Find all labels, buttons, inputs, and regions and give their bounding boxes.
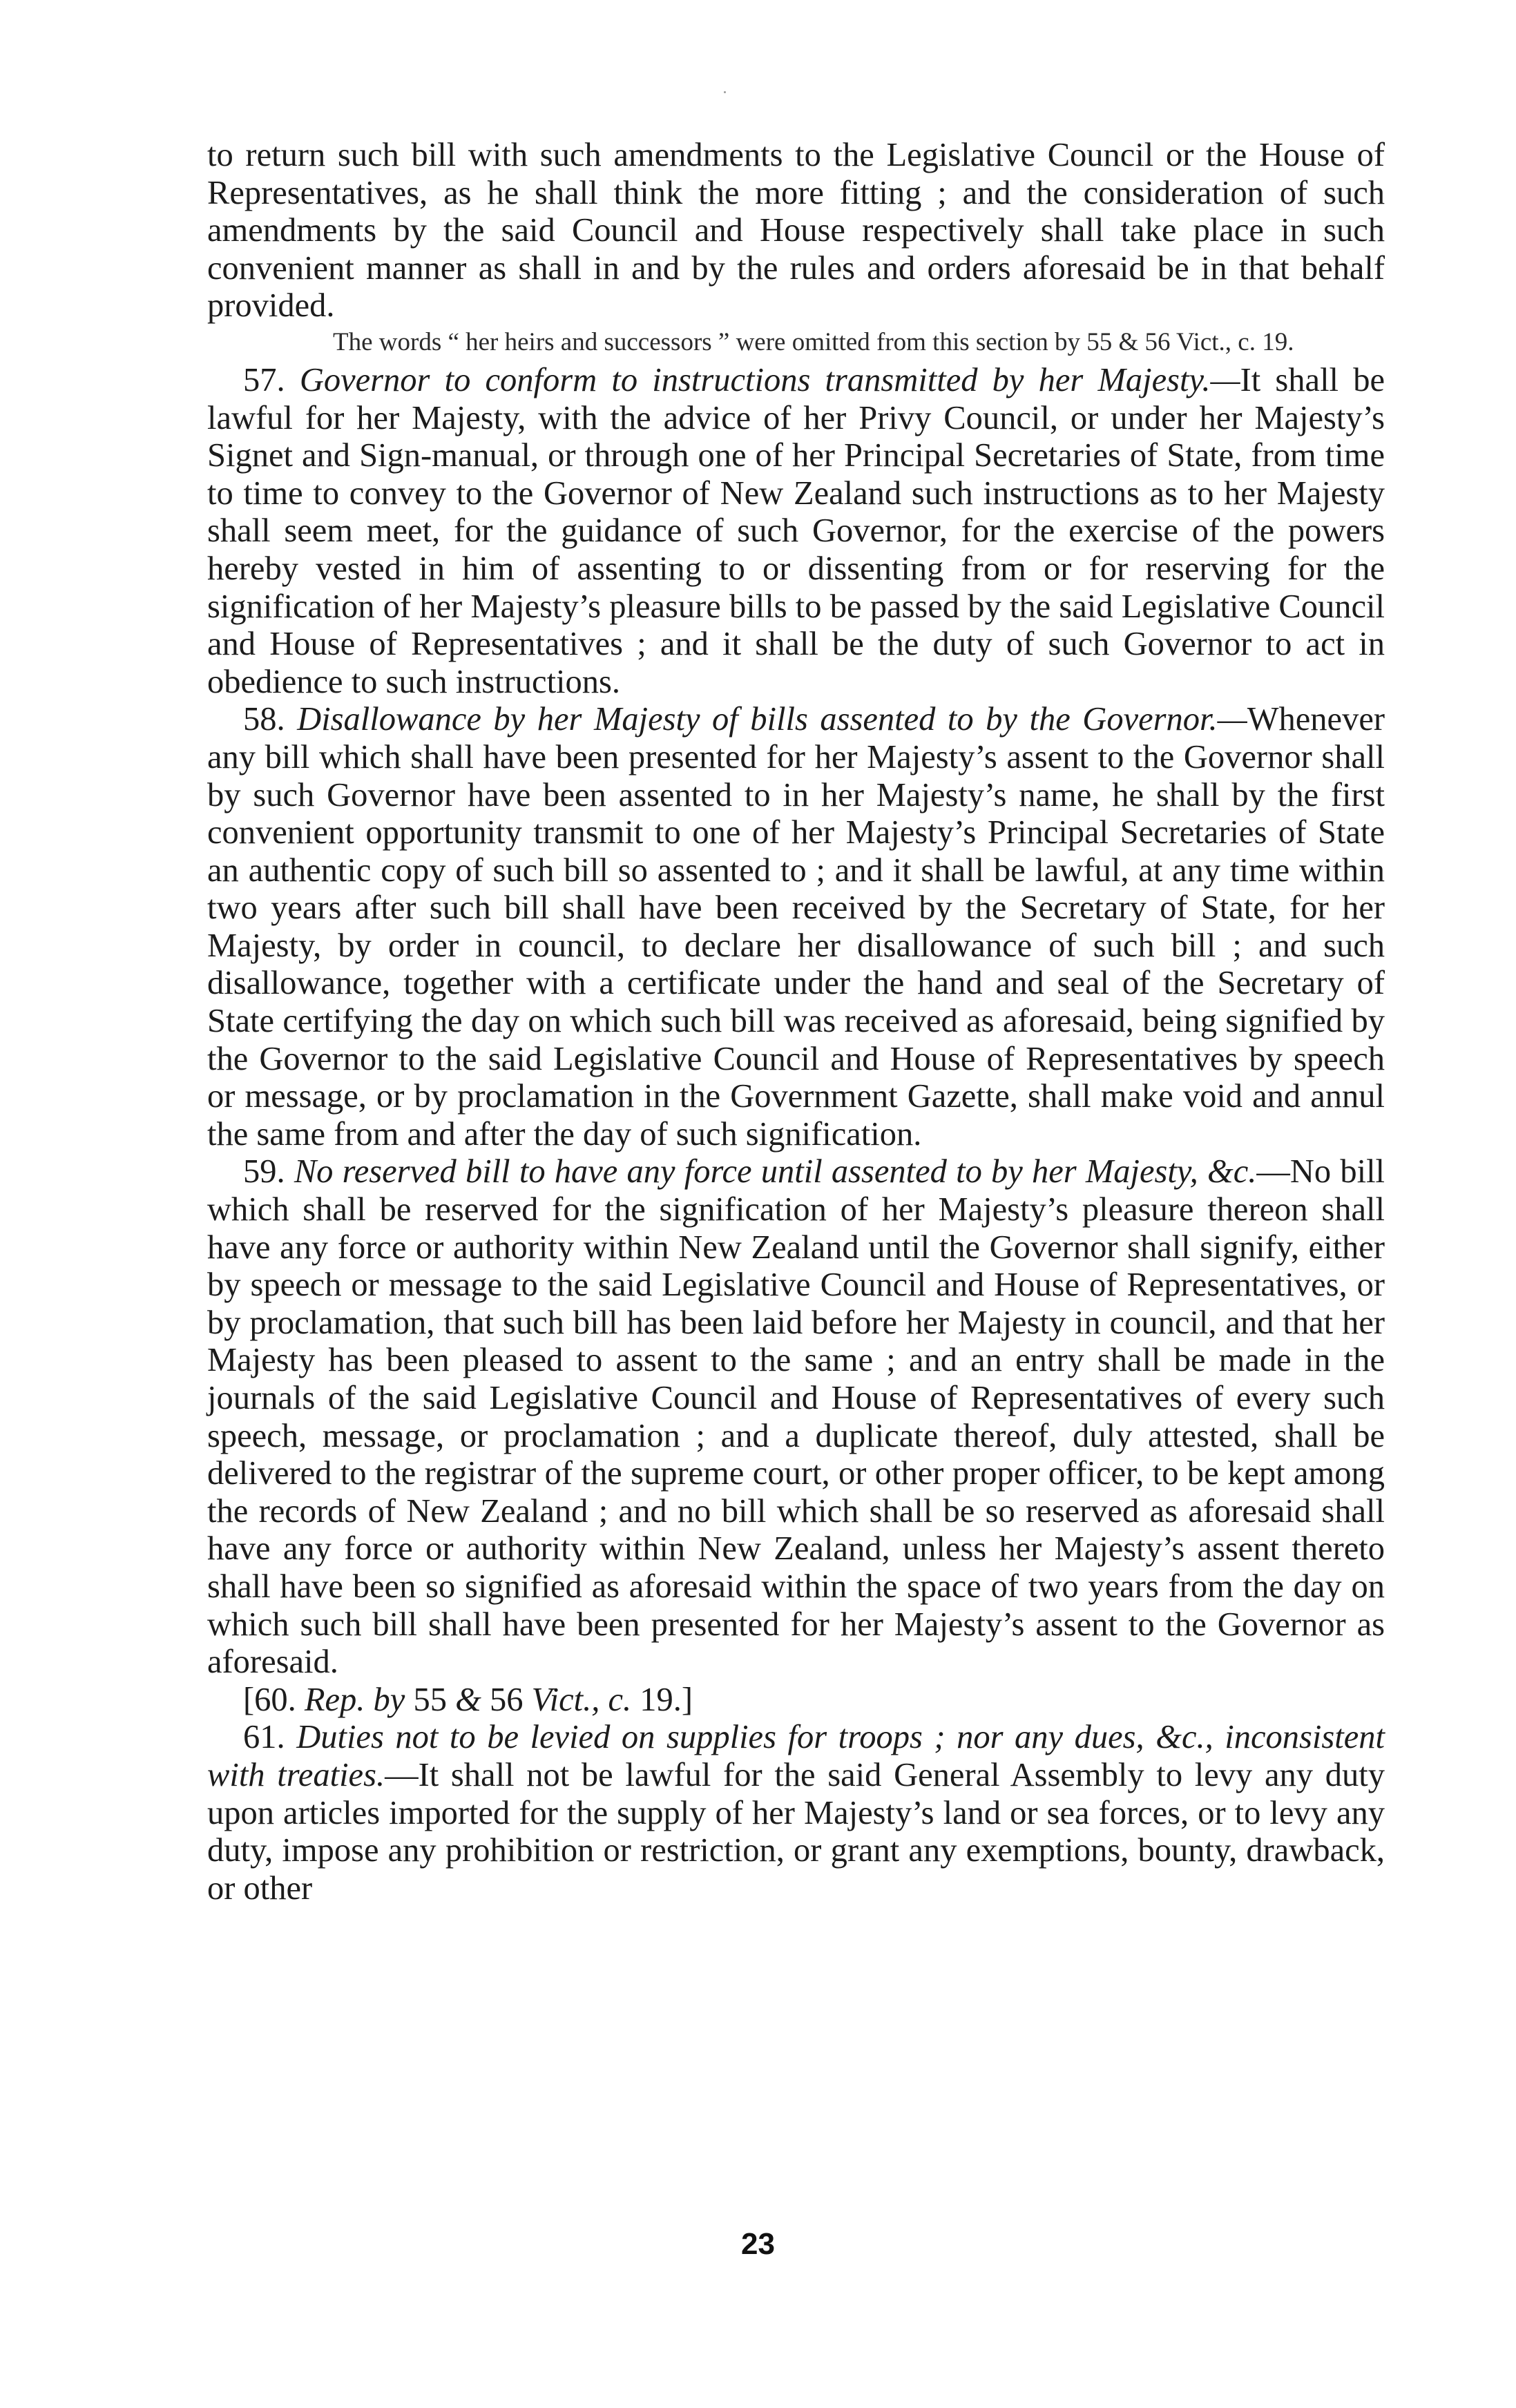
section-59-number: 59. bbox=[243, 1153, 285, 1191]
section-58-heading: Disallowance by her Majesty of bills assented to by the Governor.— bbox=[297, 701, 1247, 738]
section-58 bbox=[207, 701, 1385, 1153]
section-60-repealed: [60. Rep. by 55 & 56 Vict., c. 19.] bbox=[243, 1681, 693, 1718]
section-61 bbox=[207, 1719, 1385, 1907]
amendment-note bbox=[207, 327, 1385, 358]
document-page bbox=[207, 137, 1385, 1907]
page-number: 23 bbox=[741, 2227, 775, 2261]
section-61-number: 61. bbox=[243, 1719, 285, 1756]
continuation-paragraph: to return such bill with such amendments to the Legislative Council or the House of Representatives, as he shall think the more fitting ; and the consideration of such amendments by the said Council and House respectively shall take place in such convenient manner as shall in and by the rules and orders aforesaid be in that behalf provided. bbox=[207, 137, 1385, 325]
section-59 bbox=[207, 1153, 1385, 1681]
section-58-number: 58. bbox=[243, 701, 285, 738]
section-57 bbox=[207, 362, 1385, 701]
section-59-heading: No reserved bill to have any force until assented to by her Majesty, &c. bbox=[294, 1153, 1257, 1191]
section-58-text: Whenever any bill which shall have been presented for her Majesty’s assent to the Governor shall by such Governor have been assented to in her Majesty’s name, he shall by the first convenient opportunity transmit to one of her Majesty’s Principal Secretaries of State an authentic copy of such bill so assented to ; and it shall be lawful, at any time within two years after such bill shall have been received by the Secretary of State, for her Majesty, by order in council, to declare her disallowance of such bill ; and such disallowance, together with a certificate under the hand and seal of the Secretary of State certifying the day on which such bill was received as aforesaid, being signified by the Governor to the said Legislative Council and House of Representatives by speech or message, or by proclamation in the Government Gazette, shall make void and annul the same from and after the day of such signification. bbox=[207, 701, 1385, 1153]
section-57-number: 57. bbox=[243, 361, 285, 398]
scan-speck bbox=[724, 91, 726, 93]
section-61-text: —It shall not be lawful for the said General Assembly to levy any duty upon articles imported for the supply of her Majesty’s land or sea forces, or to levy any duty, impose any prohibition or restriction, or grant any exemptions, bounty, drawback, or other bbox=[207, 1756, 1385, 1907]
amendment-note-text: The words “ her heirs and successors ” were omitted from this section by 55 & 56 Vict., c. 19. bbox=[333, 327, 1294, 356]
section-57-heading: Governor to conform to instructions transmitted by her Majesty.— bbox=[299, 361, 1240, 398]
section-57-text: It shall be lawful for her Majesty, with the advice of her Privy Council, or under her Majesty’s Signet and Sign-manual, or through one of her Principal Secretaries of State, from time to time to convey to the Governor of New Zealand such instructions as to her Majesty shall seem meet, for the guidance of such Governor, for the exercise of the powers hereby vested in him of assenting to or dissenting from or for reserving for the signification of her Majesty’s pleasure bills to be passed by the said Legislative Council and House of Representatives ; and it shall be the duty of such Governor to act in obedience to such instructions. bbox=[207, 361, 1385, 700]
section-59-text: —No bill which shall be reserved for the signification of her Majesty’s pleasure thereon shall have any force or authority within New Zealand until the Governor shall signify, either by speech or message to the said Legislative Council and House of Representatives, or by proclamation, that such bill has been laid before her Majesty in council, and that her Majesty has been pleased to assent to the same ; and an entry shall be made in the journals of the said Legislative Council and House of Representatives of every such speech, message, or proclamation ; and a duplicate thereof, duly attested, shall be delivered to the registrar of the supreme court, or other proper officer, to be kept among the records of New Zealand ; and no bill which shall be so reserved as aforesaid shall have any force or authority within New Zealand, unless her Majesty’s assent thereto shall have been so signified as aforesaid within the space of two years from the day on which such bill shall have been presented for her Majesty’s assent to the Governor as aforesaid. bbox=[207, 1153, 1385, 1681]
section-61-heading: Duties not to be levied on supplies for troops ; nor any dues, &c., inconsistent with treaties. bbox=[207, 1719, 1385, 1793]
